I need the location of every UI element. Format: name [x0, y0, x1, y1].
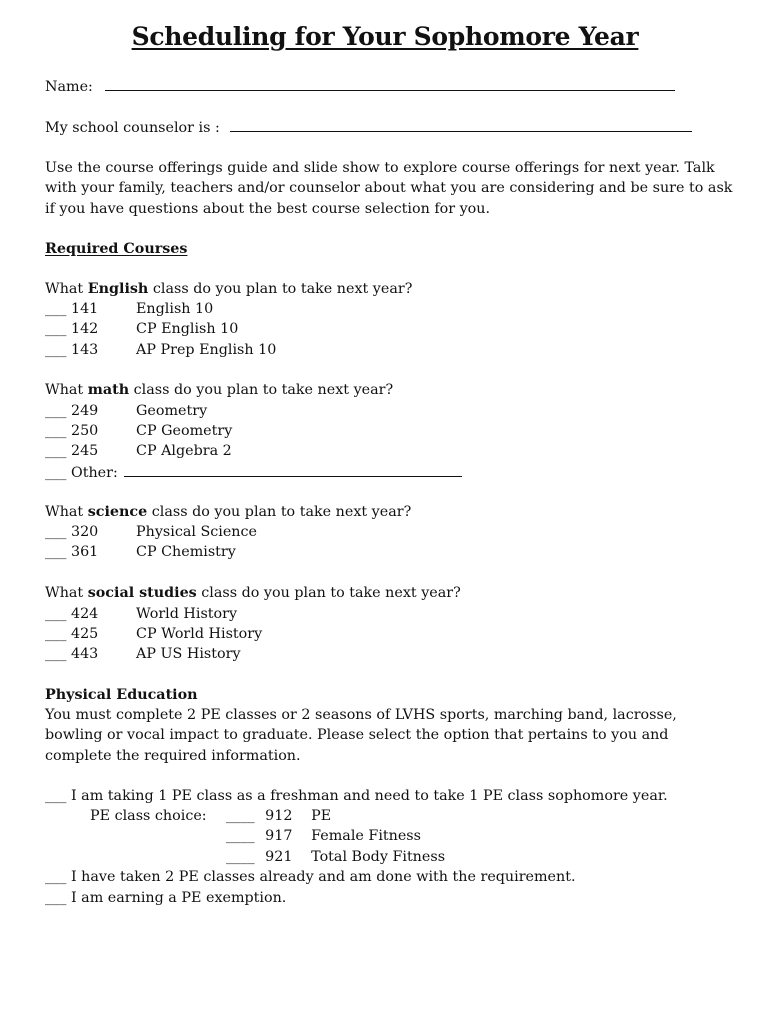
option-course: CP Chemistry	[136, 544, 236, 560]
other-label: ___ Other:	[45, 465, 118, 481]
question-suffix: class do you plan to take next year?	[201, 585, 461, 601]
option-code: ___ 249	[45, 403, 99, 419]
option-code: ___ 245	[45, 443, 99, 459]
name-line	[45, 76, 675, 97]
science-option-361[interactable]	[45, 542, 236, 562]
science-subject: science	[87, 504, 148, 520]
option-course: Geometry	[136, 403, 208, 419]
option-course: CP World History	[136, 626, 263, 642]
option-course: CP Geometry	[136, 423, 233, 439]
choice-blank: ____	[226, 849, 255, 865]
math-subject: math	[87, 382, 130, 398]
choice-code: 921	[265, 849, 293, 865]
math-option-249[interactable]	[45, 401, 207, 421]
math-option-250[interactable]	[45, 421, 232, 441]
required-courses-heading	[45, 239, 187, 259]
pe-heading-label: Physical Education	[45, 687, 198, 703]
pe-option-exemption[interactable]: ___ I am earning a PE exemption.	[45, 890, 287, 906]
social-option-425[interactable]	[45, 624, 262, 644]
option-course: CP Algebra 2	[136, 443, 232, 459]
pe-option-one-class[interactable]: ___ I am taking 1 PE class as a freshman and need to take 1 PE class sophomore year.	[45, 788, 668, 804]
option-code: ___ 443	[45, 646, 99, 662]
choice-blank: ____	[226, 808, 255, 824]
pe-choice-921[interactable]	[226, 847, 445, 867]
option-code: ___ 143	[45, 342, 99, 358]
option-course: CP English 10	[136, 321, 239, 337]
pe-choice-917[interactable]	[226, 826, 421, 846]
pe-description: You must complete 2 PE classes or 2 seasons of LVHS sports, marching band, lacrosse, bowling or vocal impact to graduate. Please select the option that pertains to you and complete the required information.	[45, 707, 677, 764]
page-title: Scheduling for Your Sophomore Year	[131, 22, 639, 51]
name-field[interactable]	[105, 76, 675, 91]
choice-code: 917	[265, 828, 293, 844]
counselor-line	[45, 117, 692, 138]
question-prefix: What	[45, 281, 84, 297]
option-code: ___ 250	[45, 423, 99, 439]
option-code: ___ 361	[45, 544, 99, 560]
choice-course: PE	[311, 808, 332, 824]
counselor-field[interactable]	[230, 117, 692, 132]
intro-paragraph: Use the course offerings guide and slide show to explore course offerings for next year. Talk with your family, teachers and/or counselor about what you are considering and be sure to ask if you have questions about the best course selection for you.	[45, 160, 733, 217]
social-option-424[interactable]	[45, 604, 237, 624]
option-code: ___ 320	[45, 524, 99, 540]
choice-course: Total Body Fitness	[311, 849, 446, 865]
option-code: ___ 424	[45, 606, 99, 622]
option-code: ___ 141	[45, 301, 99, 317]
counselor-label: My school counselor is :	[45, 120, 220, 136]
pe-choice-label: PE class choice:	[90, 808, 207, 824]
social-studies-subject: social studies	[87, 585, 197, 601]
question-prefix: What	[45, 504, 84, 520]
math-option-other[interactable]	[45, 462, 462, 483]
question-prefix: What	[45, 382, 84, 398]
question-prefix: What	[45, 585, 84, 601]
question-suffix: class do you plan to take next year?	[151, 504, 412, 520]
choice-blank: ____	[226, 828, 255, 844]
required-courses-label: Required Courses	[45, 241, 188, 257]
option-code: ___ 425	[45, 626, 99, 642]
science-option-320[interactable]	[45, 522, 257, 542]
option-code: ___ 142	[45, 321, 99, 337]
option-course: AP US History	[136, 646, 241, 662]
math-question	[45, 380, 393, 400]
english-option-141[interactable]	[45, 299, 213, 319]
option-course: AP Prep English 10	[136, 342, 277, 358]
name-label: Name:	[45, 79, 93, 95]
english-subject: English	[87, 281, 149, 297]
option-course: English 10	[136, 301, 214, 317]
question-suffix: class do you plan to take next year?	[152, 281, 413, 297]
question-suffix: class do you plan to take next year?	[133, 382, 394, 398]
pe-choice-912[interactable]	[226, 806, 331, 826]
social-option-443[interactable]	[45, 644, 241, 664]
option-course: Physical Science	[136, 524, 257, 540]
choice-course: Female Fitness	[311, 828, 421, 844]
science-question	[45, 502, 411, 522]
english-option-142[interactable]	[45, 319, 238, 339]
social-studies-question	[45, 583, 461, 603]
option-course: World History	[136, 606, 238, 622]
choice-code: 912	[265, 808, 293, 824]
english-question	[45, 279, 412, 299]
math-option-245[interactable]	[45, 441, 232, 461]
english-option-143[interactable]	[45, 340, 276, 360]
pe-option-done[interactable]: ___ I have taken 2 PE classes already and am done with the requirement.	[45, 869, 576, 885]
pe-heading	[45, 685, 198, 705]
math-other-field[interactable]	[124, 462, 462, 477]
